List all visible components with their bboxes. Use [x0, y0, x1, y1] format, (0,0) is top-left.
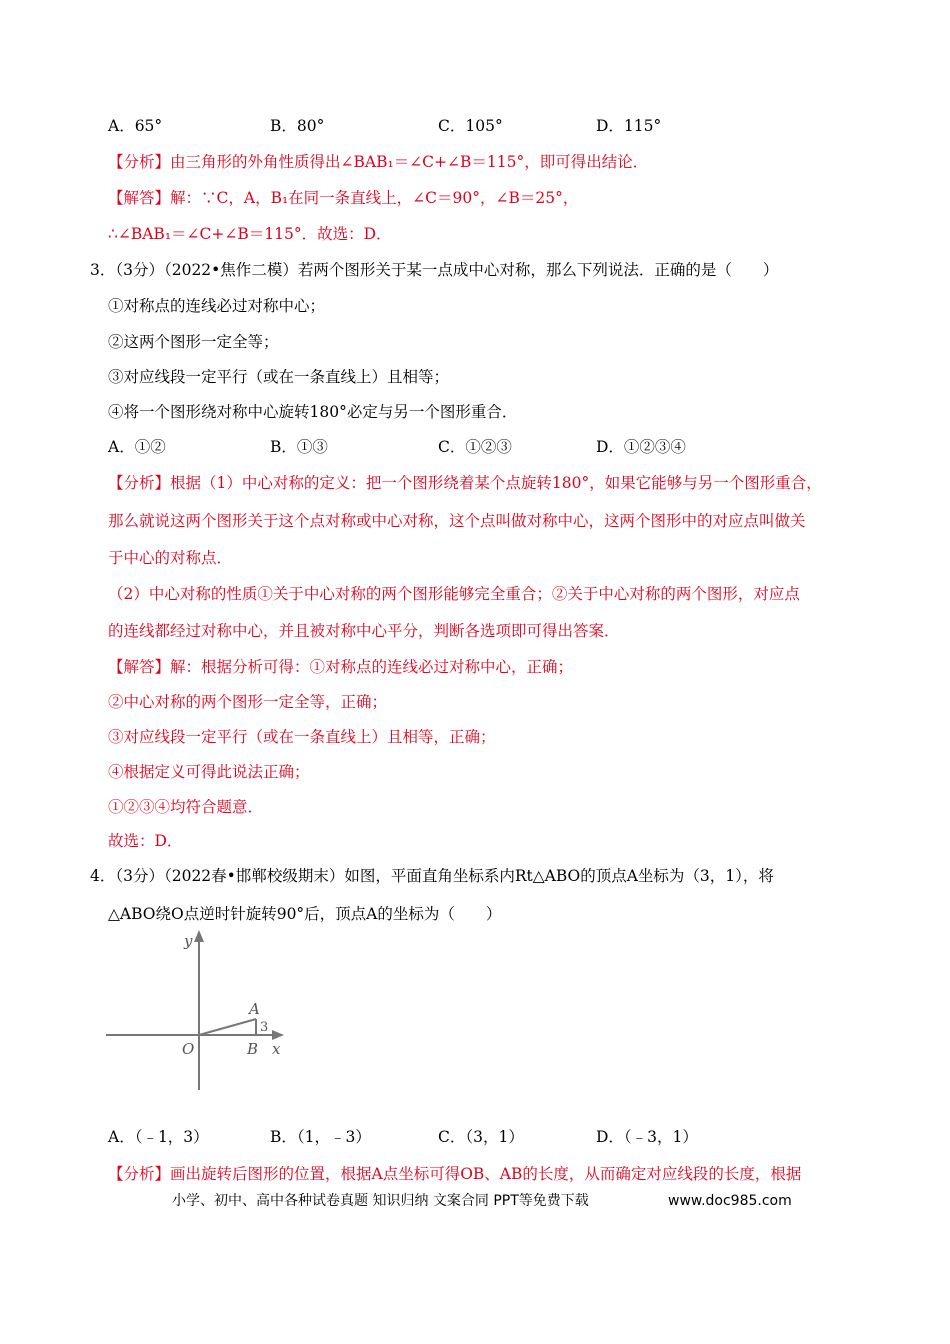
q3-answer-line-6: 故选：D． [108, 832, 183, 850]
q4-stem-line-2: △ABO绕O点逆时针旋转90°后，顶点A的坐标为（ ） [108, 905, 502, 923]
q3-analysis-line-4: （2）中心对称的性质①关于中心对称的两个图形能够完全重合；②关于中心对称的两个图形，对应点 [108, 585, 800, 603]
q3-option-b: B．①③ [270, 438, 328, 456]
q3-analysis-line-2: 那么就说这两个图形关于这个点对称或中心对称，这个点叫做对称中心，这两个图形中的对应点叫做关 [108, 512, 806, 530]
q4-stem-line-1: 4．（3分）（2022春•邯郸校级期末）如图，平面直角坐标系内Rt△ABO的顶点A坐标为（3，1），将 [90, 867, 774, 885]
point-b-label: B [247, 1040, 259, 1058]
segment-oa [199, 1019, 256, 1035]
q4-option-d: D．（﹣3，1） [596, 1128, 698, 1146]
analysis-text: 画出旋转后图形的位置，根据A点坐标可得OB、AB的长度，从而确定对应线段的长度，根据 [170, 1165, 802, 1183]
analysis-tag: 【分析】 [108, 1165, 171, 1183]
q3-analysis-line-5: 的连线都经过对称中心，并且被对称中心平分，判断各选项即可得出答案． [108, 622, 620, 640]
q3-answer-line-5: ①②③④均符合题意． [108, 798, 264, 816]
q2-answer-line2: ∴∠BAB₁＝∠C+∠B＝115°．故选：D． [108, 225, 392, 243]
q3-statement-2: ②这两个图形一定全等； [108, 333, 279, 351]
q2-answer [108, 188, 578, 208]
answer-tag: 【解答】 [108, 658, 171, 676]
analysis-text: 由三角形的外角性质得出∠BAB₁＝∠C+∠B＝115°，即可得出结论． [170, 153, 649, 171]
q3-option-d: D．①②③④ [596, 438, 686, 456]
q3-answer-line-1 [108, 657, 573, 677]
q3-statement-1: ①对称点的连线必过对称中心； [108, 297, 326, 315]
q3-analysis-line-1 [108, 473, 822, 493]
origin-label: O [182, 1040, 195, 1058]
x-axis-arrow-icon [272, 1030, 284, 1040]
analysis-text: 根据（1）中心对称的定义：把一个图形绕着某个点旋转180°，如果它能够与另一个图形重合， [170, 474, 822, 492]
y-axis-arrow-icon [194, 930, 204, 942]
q3-statement-4: ④将一个图形绕对称中心旋转180°必定与另一个图形重合． [108, 403, 518, 421]
q2-analysis [108, 152, 648, 172]
coordinate-diagram [104, 926, 294, 1096]
analysis-tag: 【分析】 [108, 474, 171, 492]
footer-text: 小学、初中、高中各种试卷真题 知识归纳 文案合同 PPT等免费下载 [172, 1193, 589, 1209]
q3-option-a: A．①② [108, 438, 166, 456]
q3-answer-line-4: ④根据定义可得此说法正确； [108, 763, 310, 781]
q3-answer-line-3: ③对应线段一定平行（或在一条直线上）且相等，正确； [108, 728, 496, 746]
point-a-label: A [249, 1000, 260, 1018]
q2-option-b: B．80° [270, 117, 325, 135]
x-label: x [272, 1040, 281, 1058]
q3-answer-line-2: ②中心对称的两个图形一定全等，正确； [108, 693, 388, 711]
side-length-label: 3 [260, 1020, 269, 1035]
analysis-tag: 【分析】 [108, 153, 171, 171]
answer-text: 解：∵C，A，B₁在同一条直线上，∠C＝90°，∠B＝25°， [170, 189, 579, 207]
answer-text: 解：根据分析可得：①对称点的连线必过对称中心，正确； [170, 658, 574, 676]
footer-site-link[interactable]: www.doc985.com [668, 1193, 792, 1209]
y-label: y [184, 932, 193, 950]
q3-statement-3: ③对应线段一定平行（或在一条直线上）且相等； [108, 368, 450, 386]
q4-option-c: C．（3，1） [438, 1128, 524, 1146]
answer-tag: 【解答】 [108, 189, 171, 207]
q4-option-a: A．（﹣1，3） [108, 1128, 209, 1146]
q3-option-c: C．①②③ [438, 438, 512, 456]
q2-option-c: C．105° [438, 117, 503, 135]
q2-option-a: A．65° [108, 117, 163, 135]
q3-stem: 3．（3分）（2022•焦作二模）若两个图形关于某一点成中心对称，那么下列说法．正确的是（ ） [90, 261, 779, 279]
q4-option-b: B．（1，﹣3） [270, 1128, 371, 1146]
q3-analysis-line-3: 于中心的对称点． [108, 549, 233, 567]
q4-analysis [108, 1164, 801, 1184]
q2-option-d: D．115° [596, 117, 662, 135]
